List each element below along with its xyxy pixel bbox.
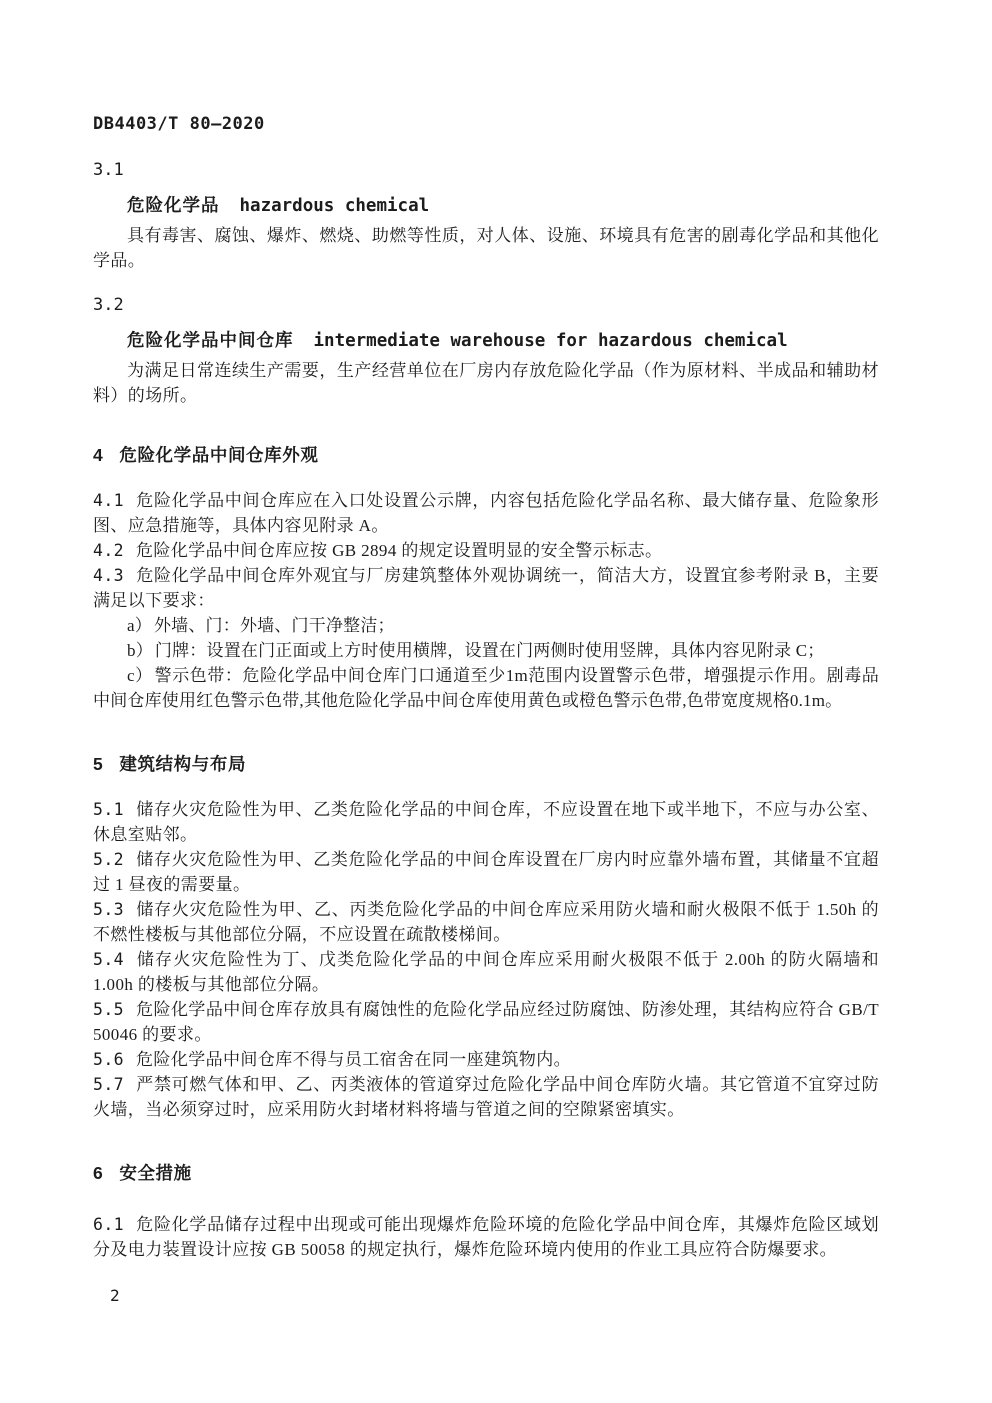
clause-text: 储存火灾危险性为甲、乙类危险化学品的中间仓库，不应设置在地下或半地下，不应与办公室、休息室贴邻。	[93, 800, 879, 844]
clause-number: 5.6	[93, 1050, 125, 1069]
clause-text: 危险化学品储存过程中出现或可能出现爆炸危险环境的危险化学品中间仓库，其爆炸危险区域划分及电力装置设计应按 GB 50058 的规定执行，爆炸危险环境内使用的作业工具应符合防爆要求。	[93, 1215, 879, 1259]
document-number-header: DB4403/T 80—2020	[93, 114, 265, 134]
section-title: 建筑结构与布局	[119, 754, 247, 774]
clause-number: 5.1	[93, 800, 125, 819]
clause	[93, 488, 879, 538]
page-number: 2	[110, 1286, 120, 1305]
clause-number: 5.3	[93, 900, 125, 919]
clause	[93, 797, 879, 847]
list-item	[93, 613, 879, 638]
clause	[93, 538, 879, 563]
clause	[93, 1212, 879, 1262]
section-title: 危险化学品中间仓库外观	[119, 445, 319, 465]
list-item-label: c）	[127, 666, 153, 685]
clause-number: 6.1	[93, 1215, 125, 1234]
list-item-text: 门牌：设置在门正面或上方时使用横牌，设置在门两侧时使用竖牌，具体内容见附录 C；	[154, 641, 825, 660]
term-title-english: hazardous chemical	[239, 196, 430, 216]
term-title-chinese: 危险化学品	[127, 195, 220, 215]
list-item	[93, 663, 879, 713]
clause-text: 储存火灾危险性为丁、戊类危险化学品的中间仓库应采用耐火极限不低于 2.00h 的防火隔墙和 1.00h 的楼板与其他部位分隔。	[93, 950, 879, 994]
section-number: 6	[93, 1163, 104, 1183]
section-heading	[93, 753, 879, 775]
clause-number: 4.1	[93, 491, 125, 510]
clause-text: 储存火灾危险性为甲、乙类危险化学品的中间仓库设置在厂房内时应靠外墙布置，其储量不宜超过 1 昼夜的需要量。	[93, 850, 879, 894]
clause-text: 储存火灾危险性为甲、乙、丙类危险化学品的中间仓库应采用防火墙和耐火极限不低于 1.50h 的不燃性楼板与其他部位分隔，不应设置在疏散楼梯间。	[93, 900, 879, 944]
clause-number: 5.4	[93, 950, 125, 969]
list-item-text: 警示色带：危险化学品中间仓库门口通道至少1m范围内设置警示色带，增强提示作用。剧毒品中间仓库使用红色警示色带,其他危险化学品中间仓库使用黄色或橙色警示色带,色带宽度规格0.1m。	[93, 666, 879, 710]
clause-number: 5.7	[93, 1075, 125, 1094]
term-definition: 为满足日常连续生产需要，生产经营单位在厂房内存放危险化学品（作为原材料、半成品和辅助材料）的场所。	[93, 361, 879, 405]
clause	[93, 1072, 879, 1122]
term-title-english: intermediate warehouse for hazardous chemical	[313, 331, 788, 351]
clause	[93, 997, 879, 1047]
clause	[93, 897, 879, 947]
clause-number: 4.3	[93, 566, 125, 585]
clause-number: 5.5	[93, 1000, 125, 1019]
clause-text: 危险化学品中间仓库存放具有腐蚀性的危险化学品应经过防腐蚀、防渗处理，其结构应符合 GB/T 50046 的要求。	[93, 1000, 879, 1044]
section-heading	[93, 444, 879, 466]
term-title-chinese: 危险化学品中间仓库	[127, 330, 294, 350]
clause-text: 严禁可燃气体和甲、乙、丙类液体的管道穿过危险化学品中间仓库防火墙。其它管道不宜穿过防火墙，当必须穿过时，应采用防火封堵材料将墙与管道之间的空隙紧密填实。	[93, 1075, 879, 1119]
term-number: 3.2	[93, 295, 124, 315]
clause	[93, 947, 879, 997]
clause	[93, 847, 879, 897]
term-definition: 具有毒害、腐蚀、爆炸、燃烧、助燃等性质，对人体、设施、环境具有危害的剧毒化学品和其他化学品。	[93, 226, 879, 270]
clause-text: 危险化学品中间仓库应在入口处设置公示牌，内容包括危险化学品名称、最大储存量、危险象形图、应急措施等，具体内容见附录 A。	[93, 491, 879, 535]
clause-text: 危险化学品中间仓库外观宜与厂房建筑整体外观协调统一，简洁大方，设置宜参考附录 B，主要满足以下要求：	[93, 566, 879, 610]
section-heading	[93, 1162, 879, 1184]
list-item-text: 外墙、门：外墙、门干净整洁；	[153, 616, 395, 635]
term-number: 3.1	[93, 160, 124, 180]
clause	[93, 563, 879, 613]
clause	[93, 1047, 879, 1072]
clause-text: 危险化学品中间仓库应按 GB 2894 的规定设置明显的安全警示标志。	[136, 541, 663, 560]
term-title	[93, 329, 879, 352]
section-title: 安全措施	[119, 1163, 192, 1183]
clause-number: 4.2	[93, 541, 125, 560]
section-number: 5	[93, 754, 104, 774]
clause-text: 危险化学品中间仓库不得与员工宿舍在同一座建筑物内。	[136, 1050, 572, 1069]
list-item-label: a）	[127, 616, 152, 635]
list-item	[93, 638, 879, 663]
section-number: 4	[93, 445, 104, 465]
document-page	[93, 114, 879, 1262]
clause-number: 5.2	[93, 850, 125, 869]
term-title	[93, 194, 879, 217]
list-item-label: b）	[127, 641, 153, 660]
